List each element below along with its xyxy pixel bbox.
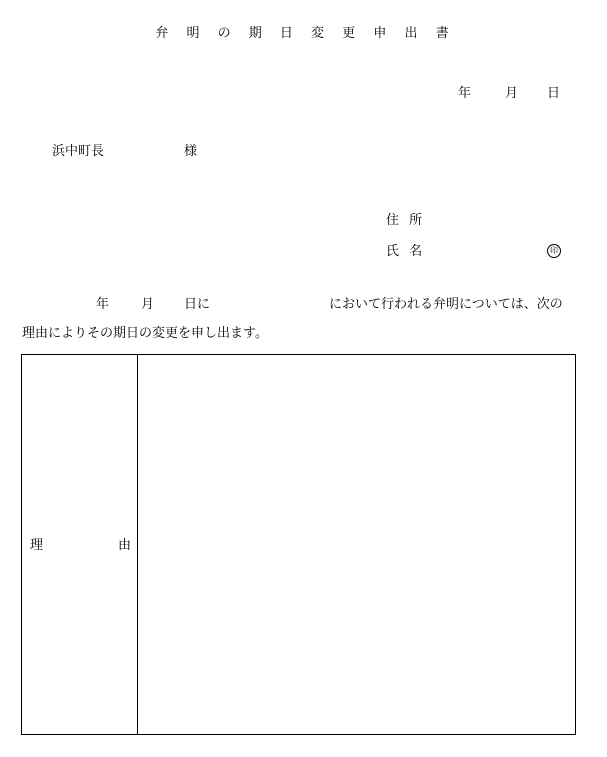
applicant-name-label: 氏 名: [386, 244, 426, 259]
body-month-label: 月: [141, 297, 155, 312]
reason-table-divider: [137, 355, 138, 734]
reason-input-area[interactable]: [139, 355, 575, 734]
addressee-honorific: 様: [184, 144, 198, 159]
date-month-label: 月: [505, 86, 519, 101]
body-day-label: 日に: [184, 297, 211, 312]
date-day-label: 日: [547, 86, 561, 101]
seal-mark-icon: 印: [547, 244, 561, 258]
body-line1-text: において行われる弁明については、次の: [329, 297, 563, 312]
reason-label-second-char: 由: [118, 538, 132, 553]
reason-table: [21, 354, 576, 735]
reason-label-first-char: 理: [30, 538, 44, 553]
body-year-label: 年: [96, 297, 110, 312]
addressee-name: 浜中町長: [52, 144, 105, 159]
date-year-label: 年: [458, 86, 472, 101]
body-line2-text: 理由によりその期日の変更を申し出ます。: [22, 326, 268, 341]
document-title: 弁 明 の 期 日 変 更 申 出 書: [155, 26, 456, 41]
address-label: 住 所: [386, 213, 426, 228]
